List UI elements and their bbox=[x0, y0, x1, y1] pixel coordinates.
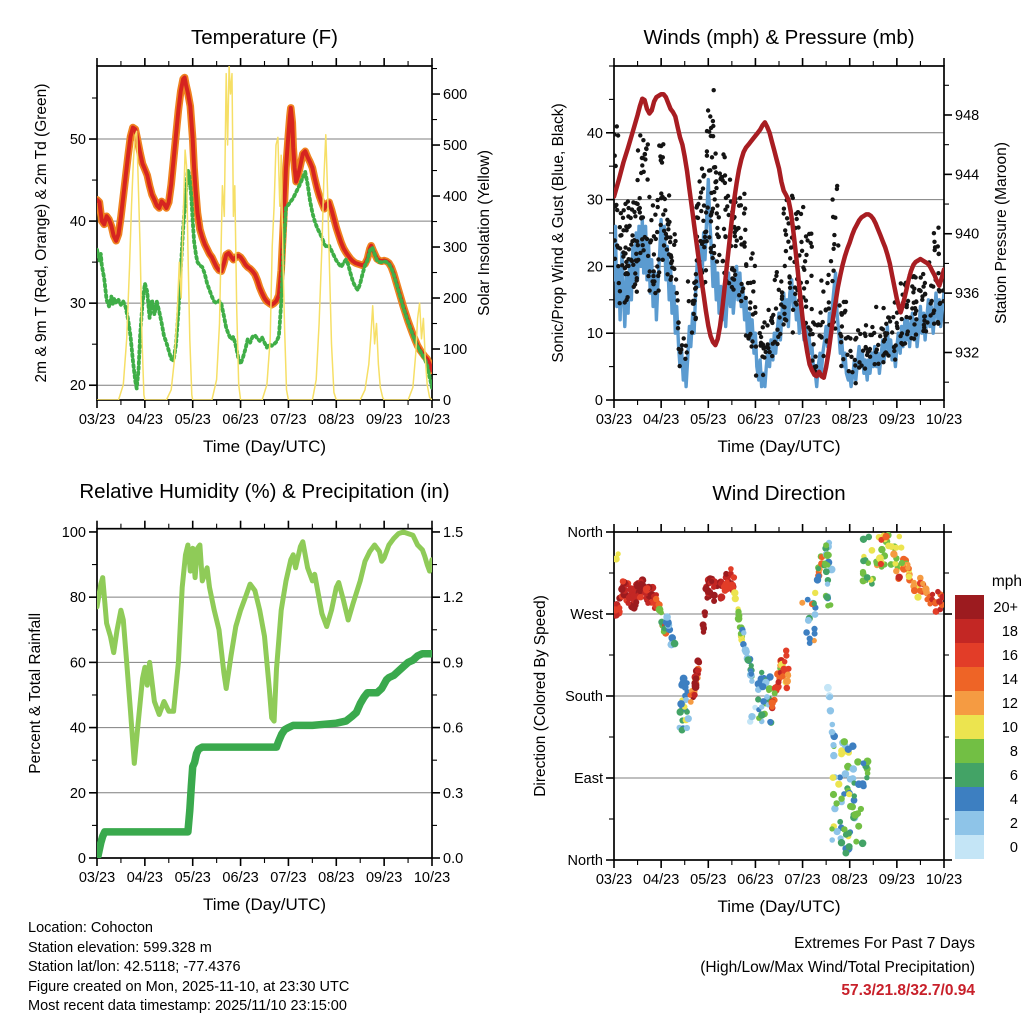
svg-text:2: 2 bbox=[1009, 816, 1018, 832]
svg-text:Winds (mph) & Pressure (mb): Winds (mph) & Pressure (mb) bbox=[643, 26, 915, 49]
svg-text:Temperature (F): Temperature (F) bbox=[191, 26, 338, 49]
svg-text:Relative Humidity (%) & Precip: Relative Humidity (%) & Precipitation (in) bbox=[79, 480, 450, 503]
svg-text:80: 80 bbox=[69, 590, 86, 607]
station-latlon: Station lat/lon: 42.5118; -77.4376 bbox=[28, 959, 241, 975]
humidity-precip-panel bbox=[27, 480, 463, 914]
svg-text:10: 10 bbox=[1001, 720, 1018, 736]
svg-text:948: 948 bbox=[955, 107, 980, 124]
svg-text:4: 4 bbox=[1009, 792, 1018, 808]
temperature-panel bbox=[33, 26, 493, 456]
station-elevation: Station elevation: 599.328 m bbox=[28, 939, 212, 956]
svg-text:10/23: 10/23 bbox=[413, 870, 451, 886]
svg-text:06/23: 06/23 bbox=[737, 412, 774, 428]
svg-text:40: 40 bbox=[69, 214, 86, 231]
svg-text:936: 936 bbox=[955, 286, 980, 303]
svg-text:20: 20 bbox=[586, 259, 603, 276]
wind-speed-colorbar bbox=[955, 573, 1022, 859]
svg-text:08/23: 08/23 bbox=[831, 412, 868, 428]
svg-text:07/23: 07/23 bbox=[784, 872, 821, 888]
svg-text:Wind Direction: Wind Direction bbox=[712, 482, 846, 505]
winds-pressure-panel bbox=[550, 26, 1010, 456]
svg-text:30: 30 bbox=[69, 296, 86, 313]
svg-text:0.6: 0.6 bbox=[443, 720, 464, 737]
svg-text:0.9: 0.9 bbox=[443, 655, 464, 672]
wind-direction-panel bbox=[532, 482, 962, 916]
svg-text:16: 16 bbox=[1001, 648, 1018, 664]
svg-text:09/23: 09/23 bbox=[878, 412, 916, 428]
svg-text:40: 40 bbox=[69, 720, 86, 737]
svg-text:10: 10 bbox=[586, 326, 603, 343]
svg-text:mph: mph bbox=[991, 573, 1022, 590]
svg-text:10/23: 10/23 bbox=[925, 412, 963, 428]
svg-text:West: West bbox=[570, 607, 603, 623]
svg-text:05/23: 05/23 bbox=[690, 412, 727, 428]
svg-text:Sonic/Prop Wind & Gust (Blue,: Sonic/Prop Wind & Gust (Blue, Black) bbox=[550, 103, 567, 363]
svg-text:03/23: 03/23 bbox=[595, 872, 633, 888]
svg-text:05/23: 05/23 bbox=[690, 872, 727, 888]
svg-text:0.0: 0.0 bbox=[443, 851, 464, 867]
svg-text:Solar Insolation (Yellow): Solar Insolation (Yellow) bbox=[476, 150, 493, 316]
svg-text:18: 18 bbox=[1001, 624, 1018, 640]
svg-text:60: 60 bbox=[69, 655, 86, 672]
svg-text:14: 14 bbox=[1001, 672, 1018, 688]
svg-text:09/23: 09/23 bbox=[365, 412, 403, 428]
svg-text:944: 944 bbox=[955, 167, 980, 184]
svg-text:1.5: 1.5 bbox=[443, 524, 464, 541]
svg-text:09/23: 09/23 bbox=[365, 870, 403, 886]
svg-text:Time (Day/UTC): Time (Day/UTC) bbox=[717, 437, 841, 456]
svg-text:Time (Day/UTC): Time (Day/UTC) bbox=[202, 895, 327, 914]
svg-text:0: 0 bbox=[1009, 840, 1018, 856]
svg-text:12: 12 bbox=[1001, 696, 1018, 712]
svg-text:20: 20 bbox=[69, 785, 86, 802]
svg-text:09/23: 09/23 bbox=[878, 872, 916, 888]
svg-text:0: 0 bbox=[443, 393, 452, 409]
svg-text:0.3: 0.3 bbox=[443, 785, 464, 802]
svg-text:100: 100 bbox=[443, 342, 468, 359]
svg-text:0: 0 bbox=[594, 393, 603, 409]
svg-text:200: 200 bbox=[443, 291, 468, 308]
svg-text:06/23: 06/23 bbox=[222, 870, 259, 886]
svg-text:Station Pressure (Maroon): Station Pressure (Maroon) bbox=[993, 142, 1010, 324]
svg-text:05/23: 05/23 bbox=[174, 412, 211, 428]
svg-text:East: East bbox=[573, 771, 603, 787]
svg-text:940: 940 bbox=[955, 226, 980, 243]
svg-text:08/23: 08/23 bbox=[318, 412, 355, 428]
svg-text:500: 500 bbox=[443, 138, 468, 155]
svg-text:50: 50 bbox=[69, 132, 86, 149]
svg-text:Direction (Colored By Speed): Direction (Colored By Speed) bbox=[532, 595, 549, 797]
station-info-block bbox=[28, 919, 349, 1017]
svg-text:03/23: 03/23 bbox=[595, 412, 633, 428]
svg-text:10/23: 10/23 bbox=[925, 872, 963, 888]
svg-text:06/23: 06/23 bbox=[222, 412, 259, 428]
svg-text:Time (Day/UTC): Time (Day/UTC) bbox=[202, 437, 327, 456]
svg-text:07/23: 07/23 bbox=[270, 870, 307, 886]
svg-text:South: South bbox=[565, 689, 603, 705]
svg-text:6: 6 bbox=[1009, 768, 1018, 784]
svg-text:08/23: 08/23 bbox=[831, 872, 868, 888]
svg-text:400: 400 bbox=[443, 189, 468, 206]
svg-text:04/23: 04/23 bbox=[642, 412, 680, 428]
svg-text:04/23: 04/23 bbox=[126, 412, 164, 428]
svg-text:100: 100 bbox=[61, 524, 86, 541]
svg-text:932: 932 bbox=[955, 345, 980, 362]
svg-text:300: 300 bbox=[443, 240, 468, 257]
svg-text:07/23: 07/23 bbox=[784, 412, 821, 428]
svg-text:600: 600 bbox=[443, 87, 468, 104]
station-location: Location: Cohocton bbox=[28, 920, 153, 936]
svg-text:40: 40 bbox=[586, 125, 603, 142]
svg-text:Percent & Total Rainfall: Percent & Total Rainfall bbox=[27, 612, 44, 774]
extremes-summary bbox=[700, 932, 975, 1003]
svg-text:30: 30 bbox=[586, 192, 603, 209]
svg-text:Time (Day/UTC): Time (Day/UTC) bbox=[717, 897, 841, 916]
svg-text:03/23: 03/23 bbox=[78, 870, 116, 886]
extremes-values: 57.3/21.8/32.7/0.94 bbox=[841, 982, 975, 999]
svg-text:1.2: 1.2 bbox=[443, 590, 464, 607]
svg-text:10/23: 10/23 bbox=[413, 412, 451, 428]
svg-text:North: North bbox=[567, 525, 603, 541]
svg-text:04/23: 04/23 bbox=[642, 872, 680, 888]
svg-text:North: North bbox=[567, 853, 603, 869]
extremes-title: Extremes For Past 7 Days bbox=[794, 935, 975, 952]
svg-text:07/23: 07/23 bbox=[270, 412, 307, 428]
svg-text:04/23: 04/23 bbox=[126, 870, 164, 886]
svg-text:08/23: 08/23 bbox=[318, 870, 355, 886]
svg-text:03/23: 03/23 bbox=[78, 412, 116, 428]
extremes-subtitle: (High/Low/Max Wind/Total Precipitation) bbox=[700, 958, 975, 976]
svg-text:2m & 9m T (Red, Orange) & 2m T: 2m & 9m T (Red, Orange) & 2m Td (Green) bbox=[33, 83, 50, 383]
svg-text:20+: 20+ bbox=[993, 600, 1018, 616]
figure-created: Figure created on Mon, 2025-11-10, at 23:30 UTC bbox=[28, 978, 350, 995]
recent-timestamp: Most recent data timestamp: 2025/11/10 23:15:00 bbox=[28, 998, 347, 1014]
svg-text:05/23: 05/23 bbox=[174, 870, 211, 886]
svg-text:06/23: 06/23 bbox=[737, 872, 774, 888]
svg-text:20: 20 bbox=[69, 378, 86, 395]
svg-text:0: 0 bbox=[77, 851, 86, 867]
svg-text:8: 8 bbox=[1009, 744, 1018, 760]
